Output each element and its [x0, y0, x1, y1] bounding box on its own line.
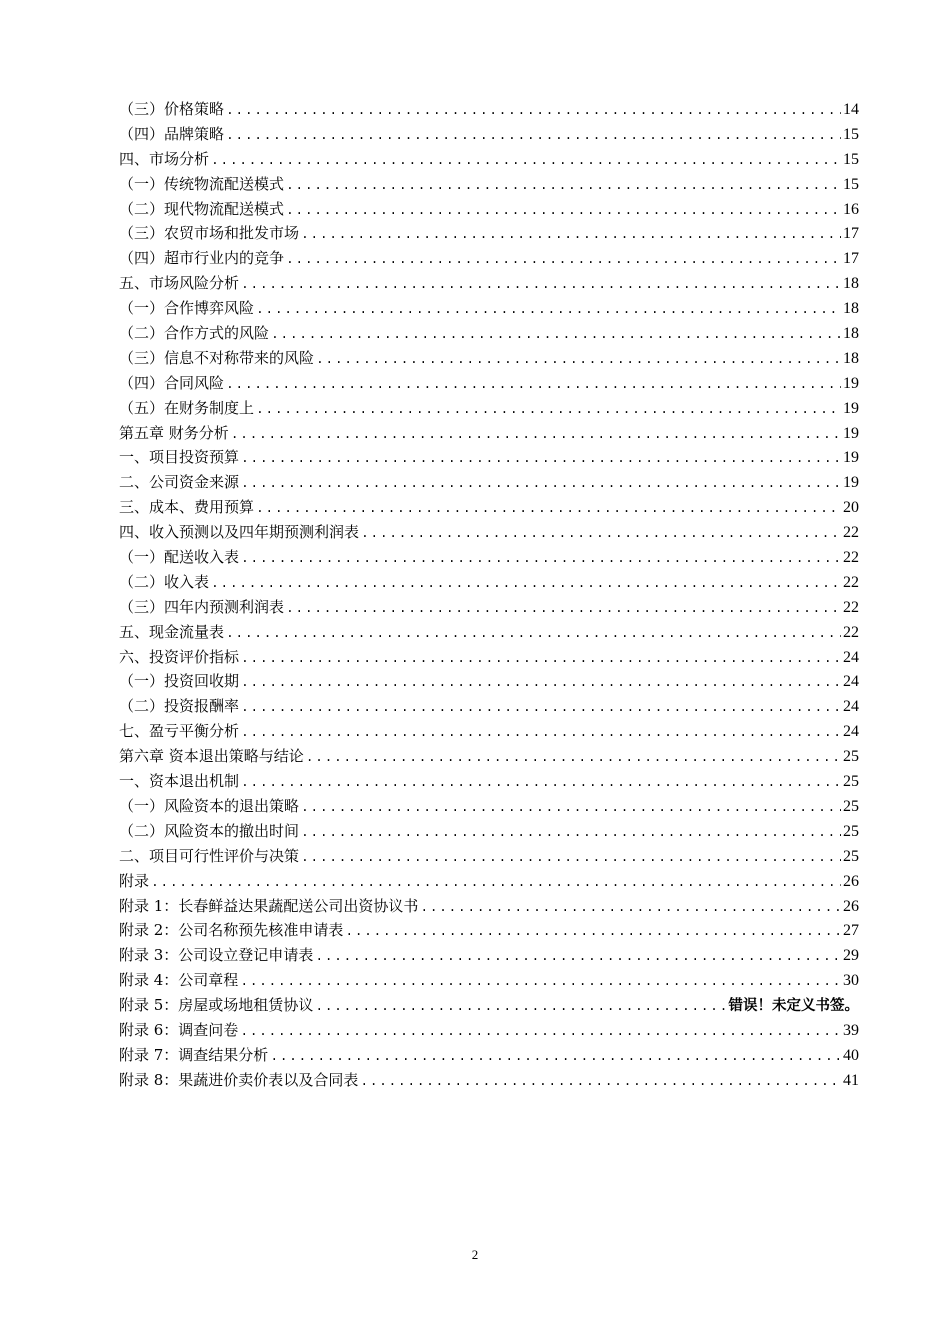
toc-dot-leader — [241, 721, 841, 746]
toc-dot-leader — [241, 771, 841, 796]
toc-entry[interactable] — [119, 769, 859, 794]
toc-dot-leader — [226, 373, 841, 398]
toc-dot-leader — [256, 298, 841, 323]
toc-entry-title: （三）信息不对称带来的风险 — [119, 348, 315, 367]
toc-entry-title: 附录 — [119, 871, 150, 890]
toc-entry-page-error: 错误！未定义书签。 — [728, 998, 859, 1015]
toc-entry[interactable] — [119, 595, 859, 620]
toc-entry[interactable] — [119, 271, 859, 296]
toc-entry-page: 27 — [843, 922, 859, 940]
table-of-contents — [119, 97, 859, 1093]
toc-entry[interactable] — [119, 495, 859, 520]
toc-dot-leader — [256, 398, 841, 423]
toc-entry[interactable] — [119, 421, 859, 446]
toc-entry-page: 19 — [843, 424, 859, 442]
toc-dot-leader — [316, 348, 841, 373]
toc-entry[interactable] — [119, 371, 859, 396]
toc-entry-title: 一、资本退出机制 — [119, 772, 240, 791]
toc-entry-page: 15 — [843, 125, 859, 143]
toc-dot-leader — [360, 1070, 841, 1095]
toc-entry[interactable] — [119, 993, 859, 1018]
toc-entry[interactable] — [119, 1068, 859, 1093]
toc-entry-title: 附录 6：调查问卷 — [119, 1020, 239, 1039]
toc-entry[interactable] — [119, 1018, 859, 1043]
toc-entry-title: 附录 3：公司设立登记申请表 — [119, 946, 314, 965]
toc-entry[interactable] — [119, 943, 859, 968]
toc-dot-leader — [271, 323, 841, 348]
toc-entry-page: 22 — [843, 623, 859, 641]
toc-entry-title: 三、成本、费用预算 — [119, 498, 255, 517]
toc-entry-page: 18 — [843, 275, 859, 293]
toc-dot-leader — [286, 174, 841, 199]
toc-entry-page: 20 — [843, 499, 859, 517]
toc-dot-leader — [226, 622, 841, 647]
toc-entry[interactable] — [119, 246, 859, 271]
toc-entry[interactable] — [119, 97, 859, 122]
toc-entry-page: 18 — [843, 300, 859, 318]
toc-entry-page: 15 — [843, 175, 859, 193]
toc-entry-title: 五、市场风险分析 — [119, 274, 240, 293]
toc-dot-leader — [241, 647, 841, 672]
toc-dot-leader — [241, 696, 841, 721]
toc-entry[interactable] — [119, 470, 859, 495]
toc-entry[interactable] — [119, 321, 859, 346]
toc-entry[interactable] — [119, 520, 859, 545]
toc-entry-title: 附录 7：调查结果分析 — [119, 1045, 269, 1064]
toc-dot-leader — [151, 871, 841, 896]
toc-entry-title: （一）投资回收期 — [119, 672, 240, 691]
toc-entry[interactable] — [119, 794, 859, 819]
toc-entry[interactable] — [119, 346, 859, 371]
toc-entry-title: （一）合作博弈风险 — [119, 299, 255, 318]
toc-entry-title: （五）在财务制度上 — [119, 398, 255, 417]
toc-entry[interactable] — [119, 869, 859, 894]
toc-dot-leader — [306, 746, 841, 771]
toc-entry-page: 39 — [843, 1021, 859, 1039]
toc-dot-leader — [345, 920, 841, 945]
toc-dot-leader — [301, 796, 841, 821]
toc-entry-page: 15 — [843, 150, 859, 168]
toc-entry-page: 16 — [843, 200, 859, 218]
toc-entry-title: 七、盈亏平衡分析 — [119, 722, 240, 741]
toc-dot-leader — [361, 522, 841, 547]
toc-entry-title: （四）合同风险 — [119, 373, 225, 392]
toc-dot-leader — [241, 547, 841, 572]
toc-entry[interactable] — [119, 122, 859, 147]
toc-entry-title: （三）四年内预测利润表 — [119, 597, 285, 616]
toc-entry-page: 24 — [843, 698, 859, 716]
toc-dot-leader — [315, 945, 841, 970]
toc-entry-title: （二）投资报酬率 — [119, 697, 240, 716]
toc-entry-title: （三）农贸市场和批发市场 — [119, 224, 300, 243]
toc-entry-title: 第六章 资本退出策略与结论 — [119, 747, 304, 766]
toc-entry[interactable] — [119, 968, 859, 993]
toc-dot-leader — [286, 597, 841, 622]
toc-dot-leader — [420, 896, 841, 921]
toc-dot-leader — [211, 149, 841, 174]
toc-dot-leader — [256, 497, 841, 522]
toc-entry[interactable] — [119, 620, 859, 645]
toc-dot-leader — [301, 223, 841, 248]
toc-dot-leader — [211, 572, 841, 597]
toc-dot-leader — [240, 970, 841, 995]
toc-entry-page: 17 — [843, 225, 859, 243]
toc-dot-leader — [240, 1020, 841, 1045]
toc-entry[interactable] — [119, 819, 859, 844]
toc-entry-page: 40 — [843, 1046, 859, 1064]
toc-entry-title: 第五章 财务分析 — [119, 423, 229, 442]
toc-entry-page: 24 — [843, 723, 859, 741]
toc-dot-leader — [286, 248, 841, 273]
toc-entry-title: （二）现代物流配送模式 — [119, 199, 285, 218]
toc-entry[interactable] — [119, 445, 859, 470]
toc-entry[interactable] — [119, 296, 859, 321]
toc-entry[interactable] — [119, 719, 859, 744]
toc-entry[interactable] — [119, 894, 859, 919]
toc-entry-title: 四、市场分析 — [119, 149, 210, 168]
toc-dot-leader — [241, 273, 841, 298]
toc-entry-page: 19 — [843, 449, 859, 467]
toc-entry-page: 41 — [843, 1071, 859, 1089]
toc-entry[interactable] — [119, 197, 859, 222]
page-number: 2 — [471, 1247, 479, 1262]
toc-dot-leader — [241, 447, 841, 472]
toc-entry[interactable] — [119, 570, 859, 595]
toc-entry-page: 26 — [843, 897, 859, 915]
toc-entry-page: 22 — [843, 524, 859, 542]
toc-dot-leader — [286, 199, 841, 224]
toc-entry-page: 22 — [843, 573, 859, 591]
toc-entry-page: 22 — [843, 549, 859, 567]
toc-entry[interactable] — [119, 694, 859, 719]
toc-entry-title: （二）合作方式的风险 — [119, 324, 270, 343]
toc-entry-title: 二、项目可行性评价与决策 — [119, 846, 300, 865]
toc-entry[interactable] — [119, 147, 859, 172]
toc-entry[interactable] — [119, 645, 859, 670]
toc-entry-title: 四、收入预测以及四年期预测利润表 — [119, 523, 360, 542]
toc-entry-title: （一）配送收入表 — [119, 548, 240, 567]
toc-entry-page: 18 — [843, 349, 859, 367]
toc-entry-title: （二）风险资本的撤出时间 — [119, 821, 300, 840]
toc-entry[interactable] — [119, 396, 859, 421]
toc-entry-page: 24 — [843, 648, 859, 666]
toc-entry-page: 24 — [843, 673, 859, 691]
toc-entry-title: 六、投资评价指标 — [119, 647, 240, 666]
toc-entry-page: 25 — [843, 748, 859, 766]
toc-entry[interactable] — [119, 1043, 859, 1068]
toc-entry[interactable] — [119, 744, 859, 769]
toc-entry-page: 25 — [843, 847, 859, 865]
toc-entry[interactable] — [119, 545, 859, 570]
toc-entry-title: 一、项目投资预算 — [119, 448, 240, 467]
toc-entry-title: （三）价格策略 — [119, 100, 225, 118]
toc-entry[interactable] — [119, 669, 859, 694]
toc-entry-title: 二、公司资金来源 — [119, 473, 240, 492]
toc-entry-page: 25 — [843, 797, 859, 815]
toc-dot-leader — [241, 671, 841, 696]
toc-entry-page: 19 — [843, 374, 859, 392]
toc-entry-page: 14 — [843, 101, 859, 118]
toc-entry-page: 29 — [843, 947, 859, 965]
toc-dot-leader — [301, 846, 841, 871]
toc-entry-page: 26 — [843, 872, 859, 890]
toc-entry[interactable] — [119, 918, 859, 943]
toc-entry-page: 30 — [843, 972, 859, 990]
toc-entry-title: （四）超市行业内的竞争 — [119, 249, 285, 268]
toc-entry-title: 附录 1：长春鲜益达果蔬配送公司出资协议书 — [119, 896, 419, 915]
toc-dot-leader — [226, 99, 841, 124]
toc-entry-page: 19 — [843, 474, 859, 492]
toc-entry-page: 17 — [843, 250, 859, 268]
toc-entry[interactable] — [119, 221, 859, 246]
toc-entry-title: 附录 2：公司名称预先核准申请表 — [119, 921, 344, 940]
toc-entry-page: 19 — [843, 399, 859, 417]
toc-entry-title: （二）收入表 — [119, 572, 210, 591]
toc-entry[interactable] — [119, 844, 859, 869]
toc-dot-leader — [301, 821, 841, 846]
toc-entry-title: 五、现金流量表 — [119, 622, 225, 641]
toc-entry-title: 附录 8：果蔬进价卖价表以及合同表 — [119, 1070, 359, 1089]
toc-entry[interactable] — [119, 172, 859, 197]
toc-entry-page: 22 — [843, 598, 859, 616]
toc-dot-leader — [231, 423, 841, 448]
toc-dot-leader — [241, 472, 841, 497]
toc-dot-leader — [315, 995, 726, 1020]
toc-entry-title: （四）品牌策略 — [119, 124, 225, 143]
toc-entry-title: 附录 4：公司章程 — [119, 971, 239, 990]
toc-entry-title: （一）风险资本的退出策略 — [119, 796, 300, 815]
toc-entry-title: 附录 5：房屋或场地租赁协议 — [119, 996, 314, 1015]
toc-entry-page: 25 — [843, 822, 859, 840]
toc-entry-title: （一）传统物流配送模式 — [119, 174, 285, 193]
toc-dot-leader — [226, 124, 841, 149]
toc-entry-page: 25 — [843, 773, 859, 791]
toc-dot-leader — [270, 1045, 841, 1070]
toc-entry-page: 18 — [843, 325, 859, 343]
